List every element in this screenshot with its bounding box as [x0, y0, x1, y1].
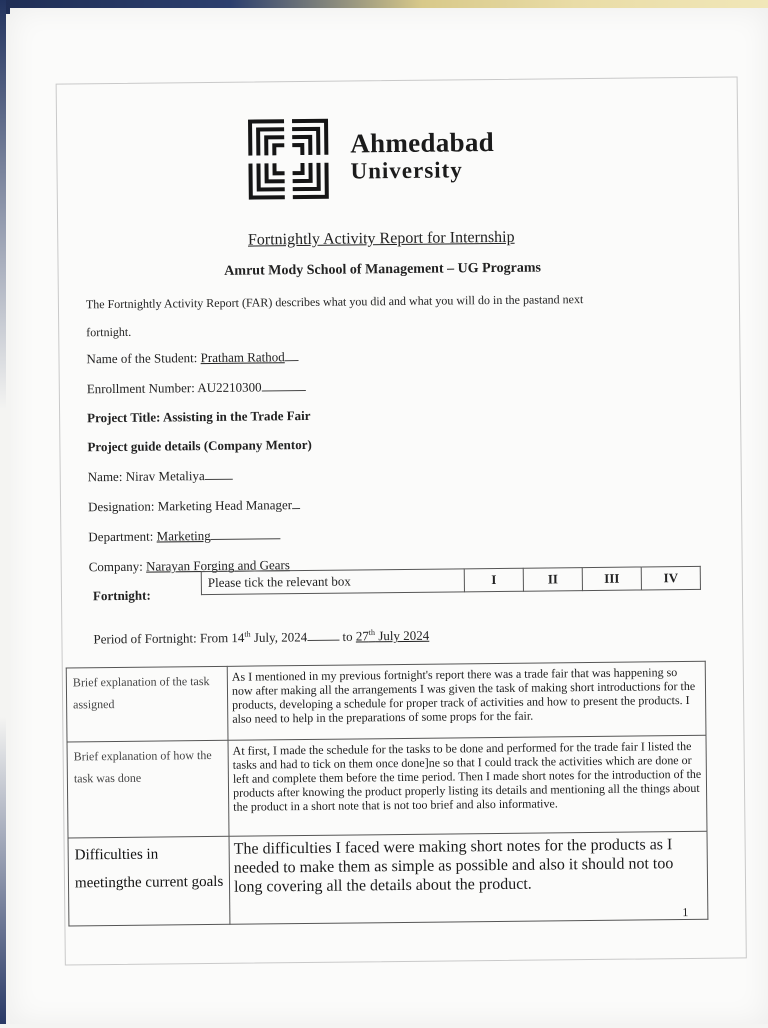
designation-label: Designation:: [87, 498, 158, 515]
enrollment-label: Enrollment Number:: [86, 380, 198, 397]
row-label: Brief explanation of how the task was done: [67, 740, 229, 838]
period-from-rest: July, 2024: [250, 629, 308, 645]
blank-line: [205, 479, 233, 480]
department-value: Marketing: [156, 527, 211, 544]
row-value: At first, I made the schedule for the tasks to be done and performed for the trade fair I listed the tasks and had to tick on them once done]ne so that I could track the activities which are done or left and complete them before the time period. Then I made short notes for the introduction of the products after knowing the product properly listing its details and mentioning all the things about the product in a short note that is not too brief and also informative.: [228, 735, 707, 836]
mentor-name-value: Nirav Metaliya: [125, 468, 205, 484]
table-row: [67, 735, 707, 838]
student-name-field: [86, 349, 298, 367]
mentor-name-field: [88, 468, 233, 486]
period-to-rest: July 2024: [374, 628, 430, 644]
fortnight-option-1[interactable]: I: [464, 568, 523, 592]
period-prefix: Period of Fortnight: From 14: [93, 629, 245, 647]
intro-line2: fortnight.: [86, 324, 132, 340]
row-value: As I mentioned in my previous fortnight's report there was a trade fair that was happening so now after making all the arrangements I was given the task of making short introductions for the products, developing a schedule for proper track of activities and how to present the products. I also need to help in the preparations of some props for the fair.: [227, 661, 706, 740]
blank-line: [292, 508, 300, 509]
report-table: [66, 661, 709, 927]
page-number: 1: [682, 905, 689, 920]
department-field: [88, 527, 281, 545]
designation-field: [88, 497, 300, 515]
student-name-value: Pratham Rathod: [200, 349, 285, 366]
blank-line: [307, 640, 339, 641]
university-name-line2: University: [350, 157, 463, 184]
enrollment-value: AU2210300: [197, 379, 262, 396]
period-from-sup: th: [244, 629, 251, 639]
row-value: The difficulties I faced were making short notes for the products as I needed to make them as simple as possible and also it should not too long covering all the details about the product.: [229, 831, 708, 924]
report-title: Fortnightly Activity Report for Internship: [247, 228, 515, 249]
table-row: [68, 831, 708, 926]
fortnight-option-4[interactable]: IV: [641, 566, 700, 590]
company-value: Narayan Forging and Gears: [146, 557, 290, 574]
university-logo-icon: [246, 117, 331, 202]
fortnight-instruction: Please tick the relevant box: [201, 569, 464, 595]
fortnight-option-3[interactable]: III: [582, 567, 641, 591]
blank-line: [285, 360, 299, 361]
company-label: Company:: [88, 558, 147, 575]
table-row: [66, 661, 706, 742]
mentor-name-label: Name:: [87, 468, 126, 485]
row-label: Difficulties in meetingthe current goals: [68, 836, 230, 926]
project-title: Project Title: Assisting in the Trade Fair: [87, 407, 311, 426]
period-to-date: [356, 628, 430, 644]
university-name-line1: Ahmedabad: [350, 126, 495, 159]
designation-value: Marketing Head Manager: [157, 497, 293, 514]
period-to-day: 27: [355, 628, 369, 644]
row-label: Brief explanation of the task assigned: [66, 666, 228, 742]
report-subtitle: Amrut Mody School of Management – UG Programs: [224, 260, 541, 279]
period-to-sup: th: [368, 628, 376, 638]
enrollment-field: [87, 379, 306, 397]
department-label: Department:: [88, 528, 157, 545]
period-to: to: [342, 628, 356, 644]
blank-line: [262, 390, 306, 391]
guide-heading: Project guide details (Company Mentor): [87, 436, 312, 455]
blank-line: [211, 538, 281, 540]
fortnight-label: Fortnight:: [92, 587, 151, 604]
student-name-label: Name of the Student:: [86, 350, 201, 367]
intro-line1: The Fortnightly Activity Report (FAR) describes what you did and what you will do in the pastand next: [85, 292, 584, 312]
fortnight-option-2[interactable]: II: [523, 568, 582, 592]
